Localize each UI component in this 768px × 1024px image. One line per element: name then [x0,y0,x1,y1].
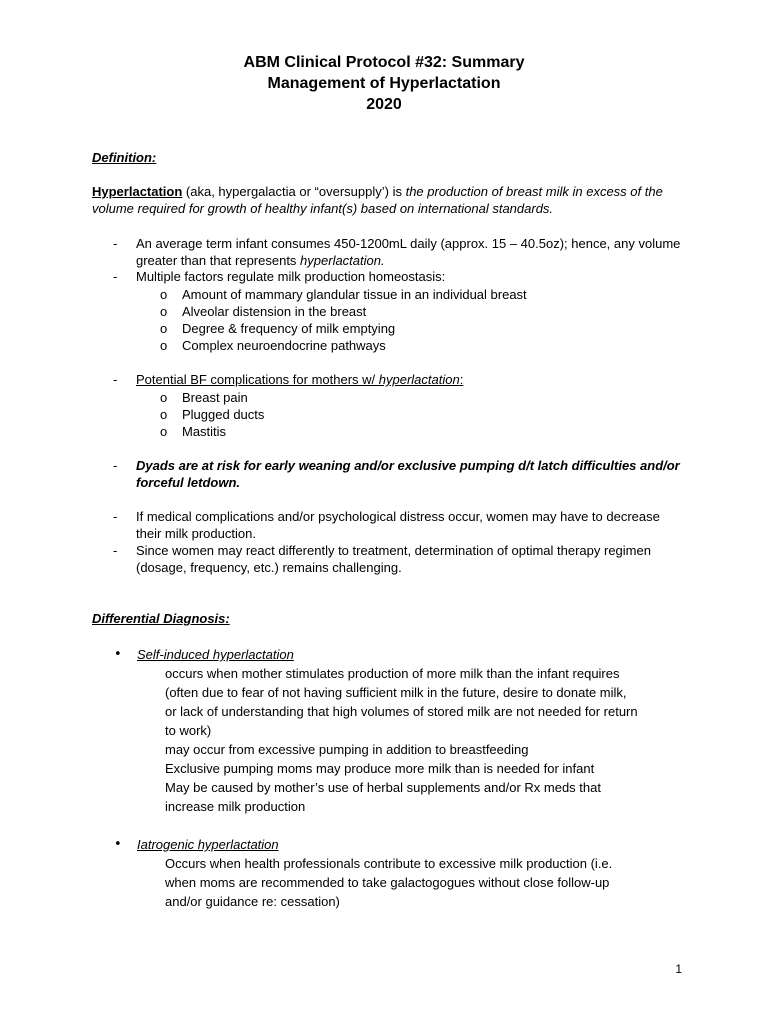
definition-aka: (aka, hypergalactia or “oversupply’) is [182,184,406,199]
circle-marker: o [160,287,168,302]
document-page: ABM Clinical Protocol #32: Summary Management of Hyperlactation 2020 Definition: Hyperlactation (aka, hypergalactia or “oversupply’) is the production of breast milk in excess of the volume required for growth of healthy infant(s) based on international standards. - An average term infant consumes 450-1200mL daily (approx. 15 – 40.5oz); hence, any volume greater than that represents hyperlactation. - Multiple factors regulate milk production homeostasis: o Amount of mammary glandular tissue in an individual breast o Alveolar distension in the breast o Degree & frequency of milk emptying o Complex neuroendocrine pathways - Potential BF complications for mothers w/ hyperlactation: o Breast pain o Plugged ducts o Mastitis - Dyads are at risk for early weaning and/or exclusive pumping d/t latch difficulties and/or forceful letdown. - If medical complications and/or psychological distress occur, women may have to decrease their milk production. - Since women may react differently to treatment, determination of optimal therapy regimen (dosage, frequency, etc.) remains challenging. Differential Diagnosis: • Self-induced hyperlactation occurs when mother stimulates production of more milk than the infant requires (often due to fear of not having sufficient milk in the future, desire to donate milk, or lack of understanding that high volumes of stored milk are not needed for return to work) may occur from excessive pumping in addition to breastfeeding Exclusive pumping moms may produce more milk than is needed for infant May be caused by mother’s use of herbal supplements and/or Rx meds that increase milk production • Iatrogenic hyperlactation Occurs when health professionals contribute to excessive milk production (i.e. when moms are recommended to take galactogogues without close follow-up and/or guidance re: cessation) 1 [0,0,768,1024]
definition-meaning: the production of breast milk in excess of the volume required for growth of healthy infant(s) based on international standards. [92,184,663,216]
definition-term: Hyperlactation [92,184,183,199]
circle-marker: o [160,338,168,353]
circle-marker: o [160,407,168,422]
document-title [0,52,768,115]
circle-marker: o [160,321,168,336]
dash-marker: - [113,372,118,387]
iatrogenic-description: Occurs when health professionals contribute to excessive milk production (i.e. when moms are recommended to take galactogogues without close follow-up and/or guidance re: cessation) [165,856,613,909]
iatrogenic-label: Iatrogenic hyperlactation [137,837,279,852]
bullet-text: Potential BF complications for mothers w/ [136,372,379,387]
title-line-1: ABM Clinical Protocol #32: Summary [243,54,525,71]
bullet-emphasis: hyperlactation. [300,253,385,268]
self-induced-label: Self-induced hyperlactation [137,647,294,662]
title-line-2: Management of Hyperlactation [267,75,501,92]
dot-marker: • [114,837,122,852]
bullet-text: Since women may react differently to treatment, determination of optimal therapy regimen (dosage, frequency, etc.) remains challenging. [136,543,651,575]
bullet-emphasis: hyperlactation [378,372,460,387]
bullet-text: If medical complications and/or psychological distress occur, women may have to decrease their milk production. [136,509,660,541]
bullet-text: Dyads are at risk for early weaning and/or exclusive pumping d/t latch difficulties and/or forceful letdown. [136,458,680,490]
dash-marker: - [113,236,118,251]
definition-paragraph [92,183,692,217]
dash-marker: - [113,458,118,473]
dot-marker: • [114,647,122,662]
dash-marker: - [113,269,118,284]
self-induced-description: occurs when mother stimulates production of more milk than the infant requires (often due to fear of not having sufficient milk in the future, desire to donate milk, or lack of understanding that high volumes of stored milk are not needed for return to work) may occur from excessive pumping in addition to breastfeeding Exclusive pumping moms may produce more milk than is needed for infant May be caused by mother’s use of herbal supplements and/or Rx meds that increase milk production [165,666,638,814]
circle-marker: o [160,390,168,405]
dash-marker: - [113,543,118,558]
bullet-text: An average term infant consumes 450-1200mL daily (approx. 15 – 40.5oz); hence, any volume greater than that represents [136,236,681,268]
differential-heading: Differential Diagnosis: [92,611,230,626]
definition-heading: Definition: [92,150,157,165]
circle-marker: o [160,424,168,439]
dash-marker: - [113,509,118,524]
title-line-3: 2020 [366,96,402,113]
page-number: 1 [675,962,682,976]
circle-marker: o [160,304,168,319]
bullet-text: Multiple factors regulate milk production homeostasis: [136,269,446,284]
